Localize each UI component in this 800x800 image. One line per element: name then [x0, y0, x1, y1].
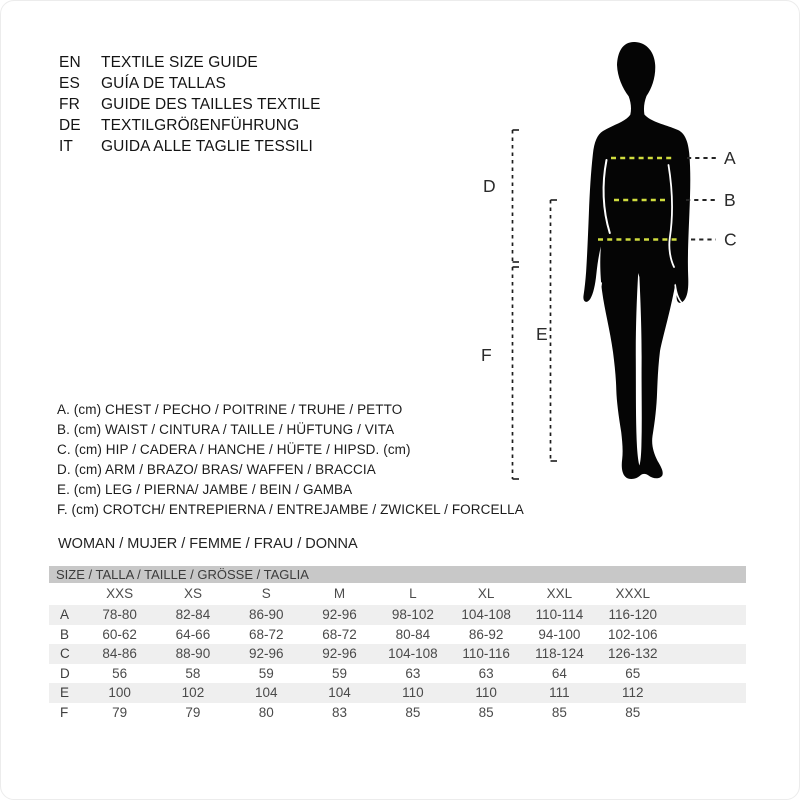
label-crotch: F: [481, 345, 492, 365]
cell-value: 86-90: [248, 607, 284, 622]
col-s: S: [261, 586, 271, 601]
left-hand-gap: [594, 283, 601, 303]
cell-value: 126-132: [607, 646, 658, 661]
cell-value: 78-80: [102, 607, 137, 622]
corner-cell: [49, 583, 83, 605]
size-table: [49, 566, 746, 722]
col-l: L: [409, 586, 417, 601]
table-row: [49, 625, 746, 645]
cell-value: 68-72: [248, 626, 284, 642]
cell-value: 56: [112, 665, 128, 681]
cell-value: 102-106: [607, 626, 658, 642]
cell-value: 86-92: [468, 626, 504, 642]
col-xxs: XXS: [106, 586, 134, 601]
row-label: F: [60, 704, 69, 720]
col-xxl: XXL: [546, 586, 573, 601]
label-chest: A: [724, 148, 736, 168]
cell-value: 65: [625, 665, 641, 681]
cell-value: 80: [258, 704, 274, 720]
cell-value: 110-114: [535, 607, 584, 622]
table-column-header: [49, 583, 746, 605]
row-label: E: [60, 685, 70, 700]
row-label: A: [60, 607, 70, 622]
cell-value: 83: [332, 704, 348, 720]
cell-value: 110: [475, 685, 497, 700]
legend-waist: B. (cm) WAIST / CINTURA / TAILLE / HÜFTUNG / VITA: [57, 422, 395, 437]
cell-value: 92-96: [322, 646, 357, 661]
measurement-legend: [57, 400, 524, 520]
filler-cell: [669, 644, 746, 664]
row-label: D: [60, 665, 70, 681]
filler-cell: [669, 583, 746, 605]
label-hip: C: [724, 229, 737, 250]
cell-value: 79: [185, 704, 201, 720]
cell-value: 64: [551, 665, 567, 681]
cell-value: 88-90: [175, 646, 211, 661]
col-xxxl: XXXL: [615, 586, 650, 601]
cell-value: 63: [478, 665, 494, 681]
section-title-woman: WOMAN / MUJER / FEMME / FRAU / DONNA: [58, 536, 358, 552]
label-arm: D: [483, 176, 496, 196]
legend-crotch: F. (cm) CROTCH/ ENTREPIERNA / ENTREJAMBE / ZWICKEL / FORCELLA: [57, 502, 524, 517]
label-leg: E: [536, 324, 548, 344]
guide-title: GUÍA DE TALLAS: [101, 75, 226, 92]
filler-cell: [669, 664, 746, 684]
row-label: B: [60, 626, 70, 642]
row-label: C: [60, 646, 70, 661]
cell-value: 118-124: [535, 646, 584, 661]
cell-value: 111: [549, 685, 570, 700]
guide-title: TEXTILE SIZE GUIDE: [101, 54, 258, 71]
legend-leg: E. (cm) LEG / PIERNA/ JAMBE / BEIN / GAMBA: [57, 482, 353, 497]
cell-value: 80-84: [395, 626, 431, 642]
cell-value: 92-96: [248, 646, 284, 661]
language-code: ES: [59, 75, 80, 92]
cell-value: 110-116: [462, 646, 510, 661]
col-xl: XL: [477, 586, 495, 601]
cell-value: 100: [108, 685, 131, 700]
cell-value: 84-86: [102, 646, 137, 661]
cell-value: 98-102: [391, 607, 434, 622]
guide-title: GUIDE DES TAILLES TEXTILE: [101, 96, 321, 113]
table-row: [49, 644, 746, 664]
label-waist: B: [724, 190, 736, 210]
cell-value: 116-120: [608, 607, 657, 622]
guide-title: TEXTILGRÖßENFÜHRUNG: [101, 117, 300, 134]
cell-value: 94-100: [538, 626, 581, 642]
cell-value: 104: [254, 685, 278, 700]
table-row: [49, 664, 746, 684]
language-code: FR: [59, 96, 80, 113]
cell-value: 102: [181, 685, 205, 700]
legend-arm: D. (cm) ARM / BRAZO/ BRAS/ WAFFEN / BRACCIA: [57, 462, 376, 477]
filler-cell: [669, 605, 746, 625]
table-title: SIZE / TALLA / TAILLE / GRÖSSE / TAGLIA: [49, 566, 746, 583]
cell-value: 104-108: [461, 607, 511, 622]
filler-cell: [669, 683, 746, 703]
cell-value: 85: [478, 704, 494, 720]
filler-cell: [669, 703, 746, 723]
language-code: DE: [59, 117, 81, 134]
table-row: [49, 703, 746, 723]
guide-title: GUIDA ALLE TAGLIE TESSILI: [101, 138, 313, 155]
legend-chest: A. (cm) CHEST / PECHO / POITRINE / TRUHE / PETTO: [57, 402, 403, 417]
cell-value: 58: [185, 665, 201, 681]
col-m: M: [333, 586, 346, 601]
cell-value: 85: [625, 704, 641, 720]
cell-value: 104: [328, 685, 351, 700]
cell-value: 64-66: [175, 626, 211, 642]
table-row: [49, 683, 746, 703]
cell-value: 82-84: [175, 607, 211, 622]
cell-value: 85: [551, 704, 567, 720]
language-code: IT: [59, 138, 73, 155]
cell-value: 68-72: [322, 626, 357, 642]
cell-value: 63: [405, 665, 421, 681]
cell-value: 104-108: [388, 646, 438, 661]
legend-hip: C. (cm) HIP / CADERA / HANCHE / HÜFTE / HIPSD. (cm): [57, 442, 411, 457]
cell-value: 112: [621, 685, 644, 700]
table-row: [49, 605, 746, 625]
cell-value: 79: [112, 704, 128, 720]
cell-value: 60-62: [102, 626, 137, 642]
cell-value: 85: [405, 704, 421, 720]
cell-value: 59: [258, 665, 274, 681]
cell-value: 92-96: [322, 607, 357, 622]
filler-cell: [669, 625, 746, 645]
cell-value: 110: [402, 685, 424, 700]
cell-value: 59: [332, 665, 348, 681]
language-code: EN: [59, 54, 81, 71]
col-xs: XS: [183, 586, 202, 601]
